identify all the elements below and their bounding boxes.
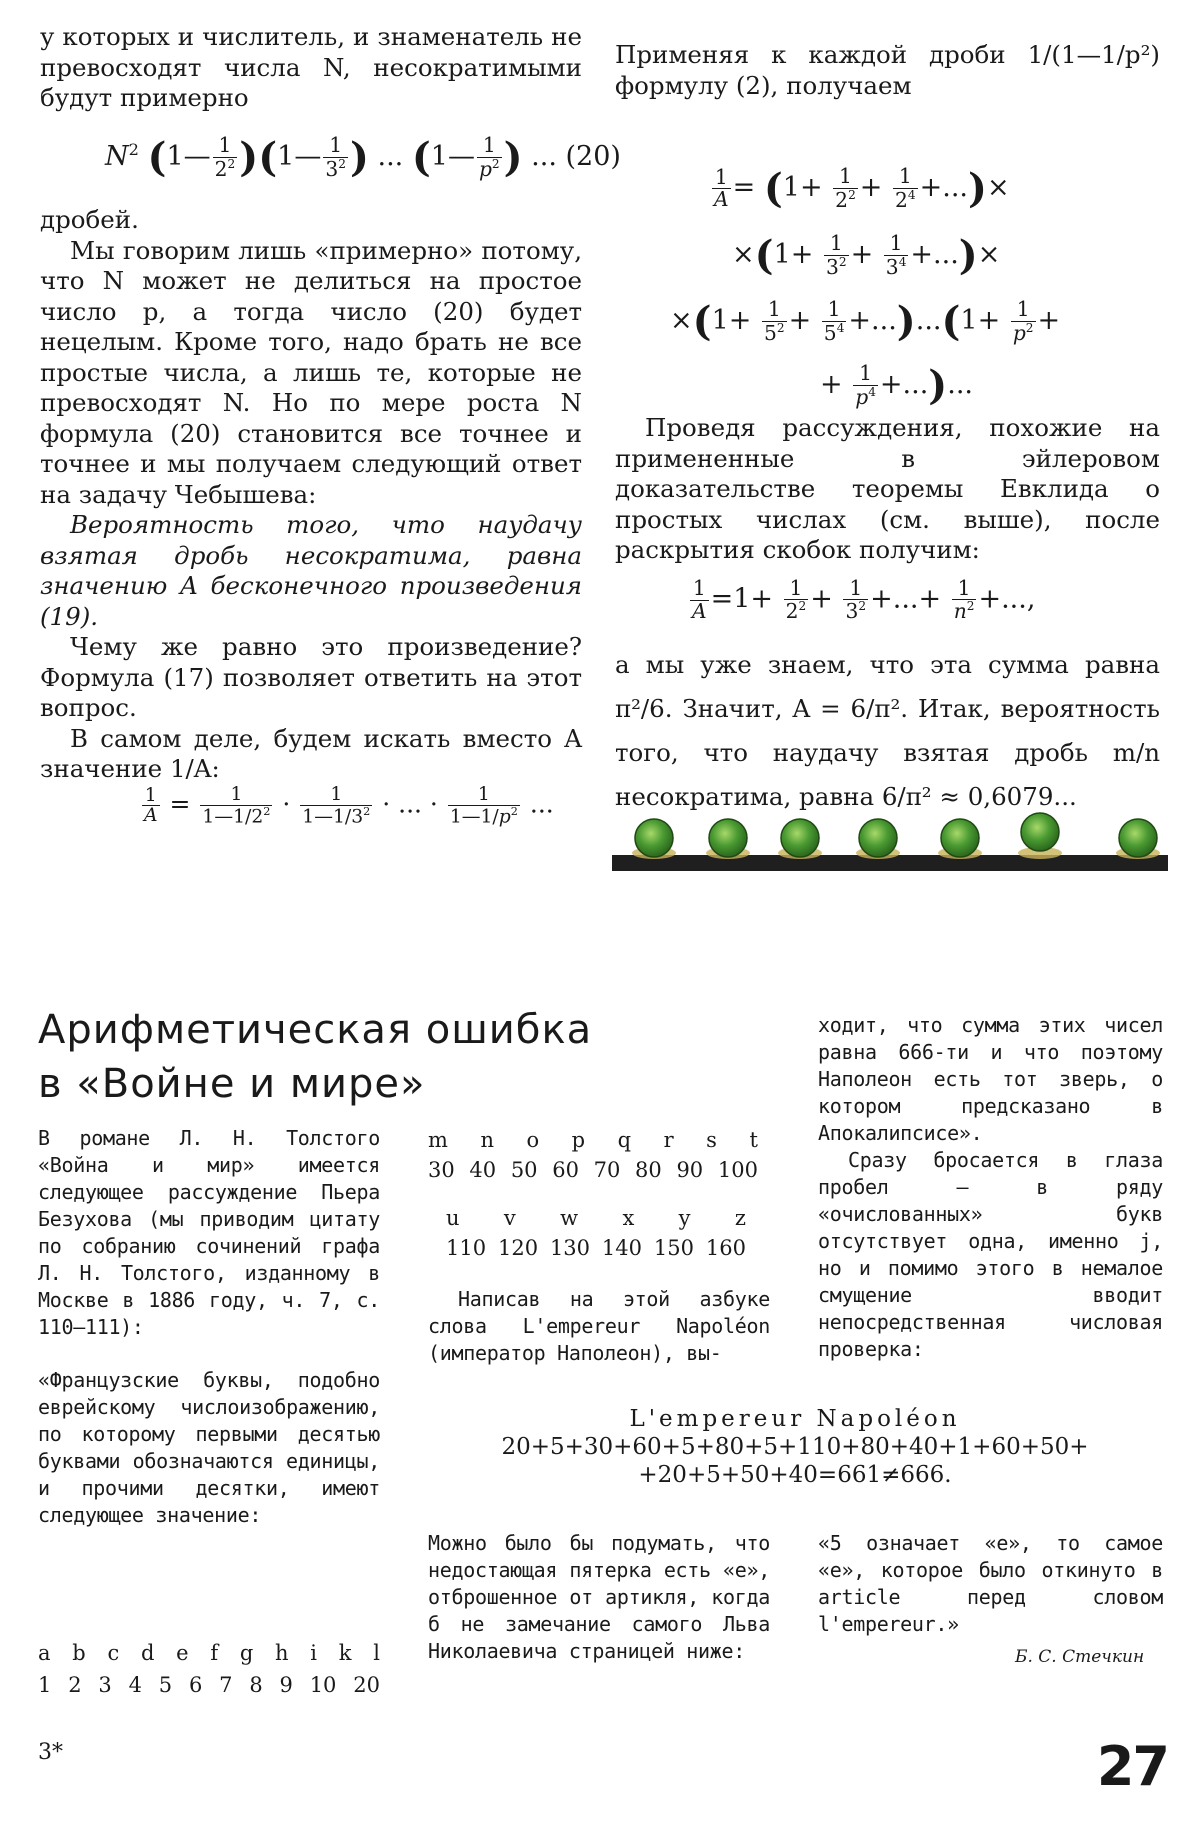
article-column-2-bottom	[428, 1530, 770, 1665]
letter-cell: e	[176, 1641, 189, 1665]
article-author: Б. С. Стечкин	[1015, 1647, 1145, 1667]
letter-cell: u	[446, 1206, 460, 1230]
article-missing-five: Можно было бы подумать, что недостающая пятерка есть «е», отброшенное от артикля, когда б не замечание самого Льва Николаевича страницей ниже:	[428, 1531, 770, 1663]
letters-row-m-t	[428, 1125, 758, 1155]
value-cell: 50	[510, 1158, 538, 1182]
numeric-check	[400, 1405, 1190, 1489]
letter-cell: b	[72, 1641, 86, 1665]
value-cell: 10	[309, 1673, 337, 1697]
value-cell: 2	[68, 1673, 82, 1697]
article-title-line1: Арифметическая ошибка	[38, 1007, 593, 1053]
letter-cell: t	[749, 1128, 758, 1152]
paragraph-inverse: В самом деле, будем искать вместо A значение 1/A:	[40, 723, 582, 783]
article-sum-666: ходит, что сумма этих чисел равна 666-ти и что поэтому Наполеон есть тот зверь, о котором предсказано в Апокалипсисе».	[818, 1013, 1163, 1145]
paragraph-conclusion: а мы уже знаем, что эта сумма равна π²/6. Значит, A = 6/π². Итак, вероятность того, что наудачу взятая дробь m/n несократима, равна 6/π² ≈ 0,6079...	[615, 650, 1160, 811]
paragraph-intro: у которых и числитель, и знаменатель не превосходят числа N, несократимыми будут примерно	[40, 22, 582, 112]
formula-product-line2: ×(1+ $\frac{1}{3^2}$ + $\frac{1}{3^4}$ +...)×	[732, 231, 1001, 279]
formula-product-line3: ×(1+ $\frac{1}{5^2}$ + $\frac{1}{5^4}$ +...)...(1+ $\frac{1}{p^2}$ +	[670, 297, 1061, 345]
letter-cell: z	[734, 1206, 746, 1230]
paragraph-drobey: дробей.	[40, 205, 139, 234]
letter-cell: f	[210, 1641, 219, 1665]
paragraph-applying: Применяя к каждой дроби 1/(1—1/p²) формулу (2), получаем	[615, 40, 1160, 100]
page-number: 27	[1096, 1735, 1168, 1798]
top-right-column	[615, 40, 1160, 101]
value-cell: 3	[98, 1673, 112, 1697]
letter-cell: x	[622, 1206, 635, 1230]
letter-cell: s	[706, 1128, 717, 1152]
decorative-balls-illustration	[610, 805, 1170, 875]
value-cell: 40	[469, 1158, 497, 1182]
signature-mark: 3*	[38, 1740, 63, 1765]
ball-1	[635, 819, 673, 857]
article-column-3	[818, 1012, 1163, 1363]
top-left-column	[40, 22, 582, 114]
letter-cell: a	[38, 1641, 51, 1665]
article-gap-remark: Сразу бросается в глаза пробел — в ряду «очислованных» букв отсутствует одна, именно j, но и помимо этого в немалое смущение вводит непосредственная числовая проверка:	[818, 1148, 1163, 1361]
letters-row-a-l	[38, 1637, 380, 1669]
letter-table-a-l	[38, 1637, 380, 1701]
paragraph-probability: Вероятность того, что наудачу взятая дробь несократима, равна значению A бесконечного произведения (19).	[40, 510, 582, 631]
top-right-column-body	[615, 413, 1160, 566]
paragraph-euler: Проведя рассуждения, похожие на примененные в эйлеровом доказательстве теоремы Евклида о простых числах (см. выше), после раскрытия скобок получим:	[615, 413, 1160, 564]
letter-cell: y	[678, 1206, 691, 1230]
letter-cell: l	[373, 1641, 380, 1665]
value-cell: 100	[717, 1158, 758, 1182]
letter-table-u-z	[446, 1203, 746, 1263]
value-cell: 9	[279, 1673, 293, 1697]
letters-row-u-z	[446, 1203, 746, 1233]
value-cell: 70	[593, 1158, 621, 1182]
article-napoleon-words: Написав на этой азбуке слова L'empereur Napoléon (император Наполеон), вы-	[428, 1287, 770, 1365]
value-cell: 90	[676, 1158, 704, 1182]
formula-sum: $\frac{1}{A}$ =1+ $\frac{1}{2^2}$ + $\frac{1}{3^2}$ +...+ $\frac{1}{n^2}$ +...,	[692, 576, 1036, 623]
value-cell: 7	[219, 1673, 233, 1697]
values-row-u-z	[446, 1233, 746, 1263]
letter-cell: h	[275, 1641, 289, 1665]
formula-product-line4: + $\frac{1}{p^4}$ +...)...	[820, 361, 973, 409]
letter-cell: o	[526, 1128, 540, 1152]
letter-cell: i	[310, 1641, 317, 1665]
value-cell: 130	[549, 1236, 591, 1260]
value-cell: 5	[158, 1673, 173, 1697]
formula-product-line1: $\frac{1}{A}$ = (1+ $\frac{1}{2^2}$ + $\frac{1}{2^4}$ +...)×	[714, 164, 1010, 212]
article-column-3-bottom	[818, 1530, 1163, 1638]
value-cell: 6	[188, 1673, 203, 1697]
paragraph-question: Чему же равно это произведение? Формула (17) позволяет ответить на этот вопрос.	[40, 632, 582, 722]
values-row-a-l	[38, 1669, 380, 1701]
letter-cell: q	[617, 1128, 632, 1152]
formula-20: $N^2$ (1— $\frac{1}{2^2}$ )(1— $\frac{1}{3^2}$ ) ... (1— $\frac{1}{p^2}$ ) ... (20)	[105, 133, 621, 181]
letter-cell: r	[663, 1128, 674, 1152]
letter-cell: w	[560, 1206, 579, 1230]
ball-6	[1021, 813, 1059, 851]
article-quote-start: «Французские буквы, подобно еврейскому числоизображению, по которому первыми десятью буквами обозначаются единицы, и прочими десятки, имеют следующее значение:	[38, 1368, 380, 1527]
value-cell: 140	[601, 1236, 642, 1260]
value-cell: 160	[705, 1236, 746, 1260]
top-right-conclusion	[615, 643, 1160, 819]
article-intro: В романе Л. Н. Толстого «Война и мир» имеется следующее рассуждение Пьера Безухова (мы приводим цитату по собранию сочинений графа Л. Н. Толстого, изданному в Москве в 1886 году, ч. 7, с. 110—111):	[38, 1126, 380, 1339]
values-row-m-t	[428, 1155, 758, 1185]
letter-cell: c	[107, 1641, 120, 1665]
ball-7	[1119, 819, 1157, 857]
value-cell: 150	[653, 1236, 694, 1260]
check-word: L'empereur Napoléon	[629, 1406, 961, 1432]
check-line-1: 20+5+30+60+5+80+5+110+80+40+1+60+50+	[501, 1434, 1089, 1460]
paragraph-primerno: Мы говорим лишь «примерно» потому, что N может не делиться на простое число p, а тогда число (20) будет нецелым. Кроме того, надо брать не все простые числа, а лишь те, которые не превосходят N. Но по мере роста N формула (20) становится все точнее и точнее и мы получаем следующий ответ на задачу Чебышева:	[40, 235, 582, 509]
value-cell: 60	[552, 1158, 579, 1182]
ball-4	[859, 819, 897, 857]
ball-3	[781, 819, 819, 857]
letter-cell: m	[428, 1128, 448, 1152]
ball-5	[941, 819, 979, 857]
value-cell: 110	[446, 1236, 487, 1260]
top-left-column-body	[40, 205, 582, 785]
article-column-2	[428, 1286, 770, 1367]
value-cell: 80	[635, 1158, 662, 1182]
article-title	[38, 1003, 592, 1111]
value-cell: 30	[428, 1158, 455, 1182]
value-cell: 4	[128, 1673, 142, 1697]
article-column-1	[38, 1125, 380, 1529]
article-title-line2: в «Войне и мире»	[38, 1061, 426, 1107]
letter-cell: d	[140, 1641, 155, 1665]
value-cell: 8	[249, 1673, 263, 1697]
letter-cell: v	[503, 1206, 516, 1230]
letter-table-m-t	[428, 1125, 758, 1185]
letter-cell: p	[571, 1128, 586, 1152]
letter-cell: g	[239, 1641, 254, 1665]
value-cell: 20	[353, 1673, 380, 1697]
value-cell: 1	[38, 1673, 52, 1697]
value-cell: 120	[497, 1236, 539, 1260]
article-tolstoy-quote: «5 означает «е», то самое «е», которое было откинуто в article перед словом l'empereur.»	[818, 1531, 1163, 1636]
ball-2	[709, 819, 747, 857]
letter-cell: n	[480, 1128, 494, 1152]
letter-cell: k	[338, 1641, 352, 1665]
check-line-2: +20+5+50+40=661≠666.	[638, 1462, 952, 1488]
formula-inverse-product: $\frac{1}{A}$ = $\frac{1}{1—1/2^2}$ · $\frac{1}{1—1/3^2}$ · ... · $\frac{1}{1—1/p^2}$ ...	[144, 784, 554, 827]
